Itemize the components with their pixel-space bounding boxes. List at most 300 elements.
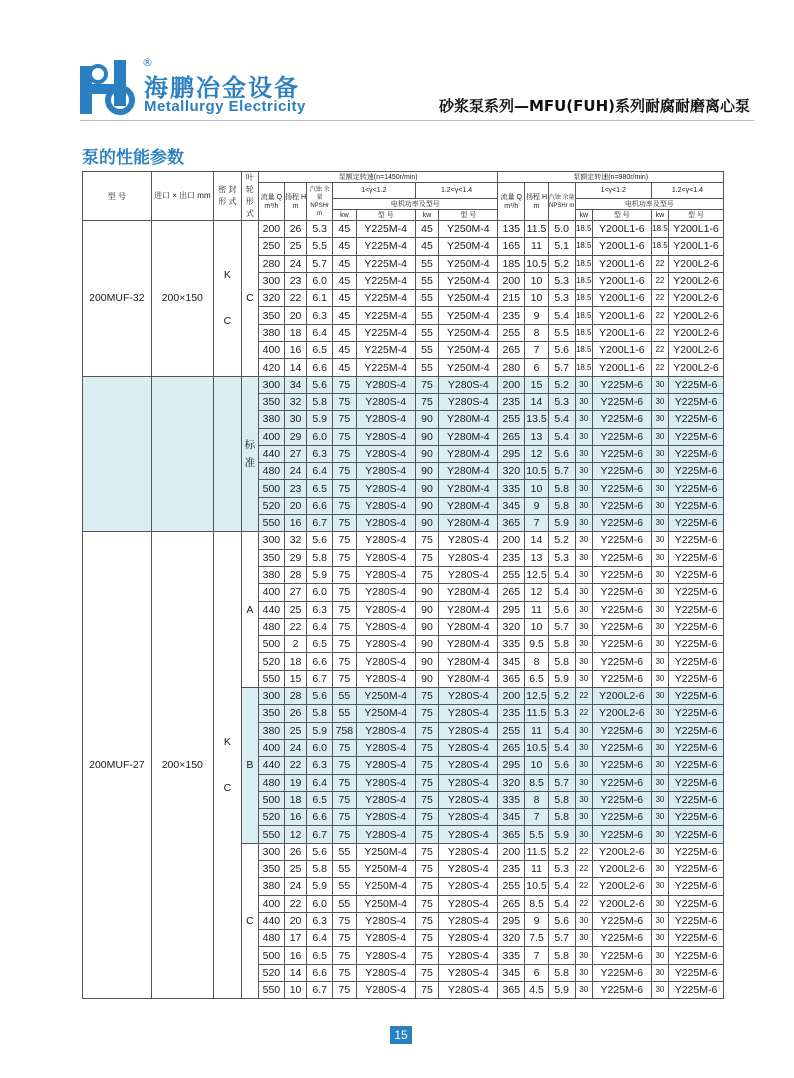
table-cell: 30: [651, 688, 668, 705]
table-cell: Y250M-4: [356, 895, 415, 912]
table-cell: Y280M-4: [439, 515, 498, 532]
table-cell: Y225M-6: [669, 809, 724, 826]
table-cell: 30: [651, 826, 668, 843]
table-cell: Y225M-6: [669, 722, 724, 739]
table-cell: 75: [333, 739, 357, 756]
table-cell: 29: [284, 428, 307, 445]
table-cell: 30: [651, 515, 668, 532]
table-cell: 5.0: [548, 221, 575, 238]
table-cell: 22: [651, 307, 668, 324]
table-cell: 75: [415, 964, 439, 981]
table-cell: 30: [651, 653, 668, 670]
table-cell: 32: [284, 532, 307, 549]
table-cell: Y280S-4: [356, 791, 415, 808]
section-title: 泵的性能参数: [82, 148, 184, 168]
table-cell: 30: [575, 480, 592, 497]
table-cell: 45: [333, 324, 357, 341]
table-cell: 345: [498, 653, 525, 670]
table-cell: 265: [498, 895, 525, 912]
table-cell: 25: [284, 238, 307, 255]
table-cell: 5.9: [307, 722, 333, 739]
table-cell: 11: [525, 238, 549, 255]
table-cell: 18.5: [575, 290, 592, 307]
table-cell: 55: [415, 290, 439, 307]
table-cell: 75: [415, 757, 439, 774]
table-cell: Y280S-4: [439, 739, 498, 756]
table-cell: 400: [259, 739, 285, 756]
table-cell: Y280S-4: [356, 739, 415, 756]
table-cell: 5.1: [548, 238, 575, 255]
table-cell: 18.5: [575, 342, 592, 359]
table-cell: 5.8: [307, 393, 333, 410]
table-cell: Y225M-6: [669, 878, 724, 895]
seal-cell: K C: [213, 221, 241, 377]
table-cell: 18.5: [651, 238, 668, 255]
table-cell: 480: [259, 618, 285, 635]
table-cell: 18: [284, 791, 307, 808]
table-cell: 75: [333, 566, 357, 583]
table-cell: 7: [525, 809, 549, 826]
table-cell: 235: [498, 549, 525, 566]
table-cell: Y225M-4: [356, 255, 415, 272]
table-cell: 22: [651, 255, 668, 272]
col-flow-980: 流量 Q m³/h: [498, 183, 525, 221]
table-cell: Y225M-6: [669, 895, 724, 912]
impeller-cell: 标 准: [241, 376, 258, 532]
table-cell: 30: [575, 636, 592, 653]
table-cell: 320: [259, 290, 285, 307]
table-cell: Y280S-4: [356, 428, 415, 445]
table-cell: Y225M-6: [669, 912, 724, 929]
table-cell: 30: [651, 618, 668, 635]
table-cell: Y250M-4: [439, 290, 498, 307]
table-cell: 75: [415, 791, 439, 808]
table-cell: 6.0: [307, 584, 333, 601]
col-model: 型 号: [83, 172, 152, 221]
table-cell: 380: [259, 324, 285, 341]
table-cell: 5.7: [548, 774, 575, 791]
seal-cell: [213, 376, 241, 532]
table-cell: 30: [575, 982, 592, 999]
table-cell: 55: [333, 895, 357, 912]
table-cell: 500: [259, 791, 285, 808]
table-cell: 6.6: [307, 964, 333, 981]
page-number: 15: [390, 1026, 412, 1044]
table-cell: 30: [651, 757, 668, 774]
table-cell: Y225M-6: [592, 930, 651, 947]
table-cell: 75: [415, 843, 439, 860]
table-cell: 30: [651, 912, 668, 929]
table-cell: 30: [651, 428, 668, 445]
table-cell: 22: [575, 878, 592, 895]
model-cell: [83, 376, 152, 532]
table-cell: Y225M-6: [592, 497, 651, 514]
table-cell: 14: [525, 532, 549, 549]
table-cell: Y280S-4: [439, 376, 498, 393]
table-cell: Y225M-6: [669, 497, 724, 514]
range2-980: 1.2<γ<1.4: [651, 183, 723, 199]
impeller-cell: C: [241, 843, 258, 999]
table-cell: 5.7: [548, 359, 575, 376]
table-cell: Y280S-4: [439, 757, 498, 774]
table-cell: 45: [333, 221, 357, 238]
table-cell: 22: [284, 895, 307, 912]
table-cell: 26: [284, 705, 307, 722]
table-cell: 5.4: [548, 739, 575, 756]
table-cell: Y280S-4: [356, 566, 415, 583]
table-cell: Y225M-6: [669, 376, 724, 393]
table-cell: Y225M-6: [592, 653, 651, 670]
table-cell: 5.9: [307, 411, 333, 428]
table-cell: 30: [651, 722, 668, 739]
table-cell: 75: [415, 878, 439, 895]
table-cell: 6: [525, 359, 549, 376]
table-cell: Y280M-4: [439, 618, 498, 635]
table-cell: Y225M-6: [592, 739, 651, 756]
table-cell: 30: [575, 791, 592, 808]
table-cell: 200: [498, 376, 525, 393]
table-cell: 5.9: [548, 670, 575, 687]
table-cell: 5.9: [548, 515, 575, 532]
table-cell: 75: [333, 393, 357, 410]
table-cell: 380: [259, 411, 285, 428]
table-cell: 345: [498, 497, 525, 514]
table-cell: 20: [284, 912, 307, 929]
table-cell: Y280S-4: [439, 930, 498, 947]
table-cell: 235: [498, 860, 525, 877]
table-cell: 19: [284, 774, 307, 791]
table-cell: 28: [284, 688, 307, 705]
table-cell: 11.5: [525, 221, 549, 238]
table-cell: 550: [259, 826, 285, 843]
table-cell: 75: [415, 774, 439, 791]
table-cell: 5.6: [548, 445, 575, 462]
table-cell: 75: [415, 860, 439, 877]
table-cell: Y225M-6: [669, 826, 724, 843]
table-cell: 7: [525, 515, 549, 532]
table-cell: Y200L1-6: [592, 221, 651, 238]
table-cell: 250: [259, 238, 285, 255]
table-cell: 75: [333, 670, 357, 687]
table-cell: 200: [498, 688, 525, 705]
table-cell: Y200L1-6: [592, 238, 651, 255]
table-cell: Y280S-4: [439, 912, 498, 929]
performance-table-body: [83, 221, 724, 999]
table-cell: 30: [651, 705, 668, 722]
table-cell: 18.5: [575, 307, 592, 324]
table-cell: Y225M-6: [669, 480, 724, 497]
table-cell: 10: [525, 757, 549, 774]
table-cell: 8: [525, 653, 549, 670]
table-cell: 5.9: [307, 878, 333, 895]
table-cell: 5.4: [548, 428, 575, 445]
table-cell: 10.5: [525, 878, 549, 895]
table-cell: 45: [415, 238, 439, 255]
table-cell: Y225M-6: [669, 982, 724, 999]
table-cell: 22: [284, 618, 307, 635]
table-cell: 5.5: [548, 324, 575, 341]
table-cell: Y200L2-6: [669, 272, 724, 289]
table-cell: Y280S-4: [356, 480, 415, 497]
table-cell: 6.5: [307, 947, 333, 964]
table-cell: Y200L2-6: [669, 359, 724, 376]
table-cell: Y225M-6: [669, 791, 724, 808]
table-cell: 280: [259, 255, 285, 272]
table-cell: 185: [498, 255, 525, 272]
table-cell: 5.2: [548, 532, 575, 549]
table-cell: 75: [333, 826, 357, 843]
table-cell: Y280S-4: [356, 532, 415, 549]
company-name-cn: 海鹏冶金设备: [144, 74, 300, 102]
table-cell: Y225M-4: [356, 307, 415, 324]
table-cell: 90: [415, 618, 439, 635]
table-cell: 200: [498, 532, 525, 549]
table-cell: 20: [284, 497, 307, 514]
table-cell: 10: [525, 618, 549, 635]
table-cell: Y225M-6: [669, 532, 724, 549]
table-cell: 5.7: [548, 930, 575, 947]
table-cell: 480: [259, 930, 285, 947]
table-cell: 5.3: [548, 272, 575, 289]
table-cell: 45: [333, 307, 357, 324]
table-cell: 350: [259, 307, 285, 324]
table-cell: 5.9: [307, 566, 333, 583]
table-cell: 45: [333, 342, 357, 359]
table-cell: 5.6: [307, 688, 333, 705]
table-cell: Y280M-4: [439, 653, 498, 670]
table-cell: Y225M-4: [356, 359, 415, 376]
table-cell: Y225M-6: [669, 549, 724, 566]
table-cell: 5.9: [548, 826, 575, 843]
table-cell: Y225M-4: [356, 324, 415, 341]
table-cell: 6.6: [307, 359, 333, 376]
table-cell: Y250M-4: [439, 359, 498, 376]
table-cell: 26: [284, 843, 307, 860]
table-cell: 30: [651, 376, 668, 393]
table-cell: 22: [575, 843, 592, 860]
table-cell: Y225M-6: [669, 930, 724, 947]
table-cell: 235: [498, 705, 525, 722]
col-npsh-1450: 汽蚀 余量 NPSHr m: [307, 183, 333, 221]
table-cell: Y280S-4: [356, 757, 415, 774]
table-cell: 9: [525, 497, 549, 514]
table-cell: 300: [259, 272, 285, 289]
table-cell: 365: [498, 826, 525, 843]
table-cell: 5.3: [548, 860, 575, 877]
table-cell: Y225M-6: [592, 774, 651, 791]
table-cell: 6.1: [307, 290, 333, 307]
table-cell: Y225M-6: [592, 982, 651, 999]
table-cell: 30: [575, 618, 592, 635]
table-cell: Y200L1-6: [592, 324, 651, 341]
col-head-1450: 扬程 H m: [284, 183, 307, 221]
table-cell: Y250M-4: [356, 688, 415, 705]
col-seal: 密 封 形 式: [213, 172, 241, 221]
table-cell: 30: [575, 670, 592, 687]
table-cell: 75: [415, 722, 439, 739]
table-cell: 380: [259, 722, 285, 739]
table-cell: 30: [651, 843, 668, 860]
table-cell: Y280S-4: [356, 515, 415, 532]
table-cell: 15: [525, 376, 549, 393]
table-cell: 75: [415, 930, 439, 947]
table-cell: 300: [259, 376, 285, 393]
table-cell: Y225M-6: [592, 393, 651, 410]
table-cell: Y280M-4: [439, 636, 498, 653]
table-cell: Y280S-4: [356, 636, 415, 653]
table-cell: 335: [498, 480, 525, 497]
table-cell: 30: [575, 809, 592, 826]
table-cell: 6: [525, 964, 549, 981]
table-cell: Y225M-6: [669, 843, 724, 860]
table-cell: Y200L2-6: [592, 843, 651, 860]
table-cell: 5.2: [548, 255, 575, 272]
table-cell: 55: [415, 324, 439, 341]
table-cell: 55: [333, 688, 357, 705]
table-cell: 30: [575, 947, 592, 964]
table-cell: Y225M-6: [669, 860, 724, 877]
table-cell: 30: [575, 532, 592, 549]
table-cell: 6.4: [307, 324, 333, 341]
table-cell: 5.4: [548, 722, 575, 739]
col-npsh-980: 汽蚀 余量 NPSHr m: [548, 183, 575, 221]
table-cell: 5.4: [548, 878, 575, 895]
table-cell: 30: [651, 878, 668, 895]
table-cell: Y250M-4: [356, 705, 415, 722]
table-cell: 75: [333, 636, 357, 653]
table-cell: Y225M-6: [669, 618, 724, 635]
table-cell: Y280S-4: [356, 947, 415, 964]
table-cell: 45: [333, 290, 357, 307]
col-head-980: 扬程 H m: [525, 183, 549, 221]
table-cell: 30: [651, 860, 668, 877]
table-cell: 520: [259, 964, 285, 981]
table-cell: 350: [259, 860, 285, 877]
table-cell: Y280S-4: [439, 895, 498, 912]
table-cell: 6.3: [307, 601, 333, 618]
table-cell: Y225M-6: [669, 584, 724, 601]
range2-1450: 1.2<γ<1.4: [415, 183, 498, 199]
table-cell: 335: [498, 636, 525, 653]
table-cell: 20: [284, 307, 307, 324]
table-cell: 520: [259, 497, 285, 514]
table-cell: 30: [575, 376, 592, 393]
table-cell: 365: [498, 515, 525, 532]
table-cell: 90: [415, 428, 439, 445]
table-cell: 6.4: [307, 463, 333, 480]
table-cell: 75: [333, 515, 357, 532]
table-cell: 75: [333, 964, 357, 981]
table-cell: 13.5: [525, 411, 549, 428]
table-cell: 18.5: [651, 221, 668, 238]
table-cell: 75: [333, 428, 357, 445]
table-cell: Y280S-4: [356, 670, 415, 687]
table-cell: Y225M-4: [356, 221, 415, 238]
table-cell: Y225M-6: [592, 601, 651, 618]
table-cell: 75: [415, 947, 439, 964]
table-cell: 440: [259, 912, 285, 929]
table-cell: Y280S-4: [439, 549, 498, 566]
table-cell: 12: [525, 445, 549, 462]
table-cell: Y280S-4: [439, 982, 498, 999]
table-cell: Y225M-6: [592, 515, 651, 532]
table-cell: 320: [498, 774, 525, 791]
table-cell: 30: [575, 653, 592, 670]
table-cell: Y280S-4: [439, 826, 498, 843]
table-cell: Y225M-4: [356, 272, 415, 289]
table-cell: Y225M-6: [669, 964, 724, 981]
table-cell: Y200L2-6: [669, 307, 724, 324]
table-cell: 365: [498, 670, 525, 687]
table-cell: 90: [415, 445, 439, 462]
table-cell: 24: [284, 878, 307, 895]
table-cell: Y225M-6: [669, 739, 724, 756]
type-header: 型 号: [669, 210, 724, 221]
table-cell: Y225M-6: [592, 584, 651, 601]
model-cell: 200MUF-27: [83, 532, 152, 999]
table-cell: 75: [415, 912, 439, 929]
table-cell: 90: [415, 515, 439, 532]
table-cell: 22: [284, 290, 307, 307]
table-cell: 265: [498, 584, 525, 601]
table-cell: 500: [259, 480, 285, 497]
table-cell: 30: [651, 463, 668, 480]
table-cell: 8: [525, 791, 549, 808]
table-cell: Y225M-6: [669, 636, 724, 653]
table-cell: 55: [333, 705, 357, 722]
table-cell: 75: [333, 757, 357, 774]
table-cell: 30: [575, 826, 592, 843]
table-cell: Y280S-4: [356, 618, 415, 635]
table-cell: 55: [415, 307, 439, 324]
table-cell: 14: [284, 964, 307, 981]
table-cell: 90: [415, 480, 439, 497]
table-cell: 30: [651, 774, 668, 791]
table-cell: 22: [575, 688, 592, 705]
table-cell: 34: [284, 376, 307, 393]
table-cell: Y280M-4: [439, 601, 498, 618]
table-cell: Y200L1-6: [592, 290, 651, 307]
table-cell: Y280S-4: [439, 964, 498, 981]
table-cell: 295: [498, 757, 525, 774]
table-cell: 6.5: [307, 480, 333, 497]
table-cell: Y225M-6: [669, 411, 724, 428]
table-cell: Y250M-4: [356, 878, 415, 895]
table-cell: 75: [333, 376, 357, 393]
table-cell: 6.3: [307, 757, 333, 774]
table-cell: Y200L2-6: [669, 324, 724, 341]
table-cell: 6.7: [307, 982, 333, 999]
table-cell: Y280S-4: [439, 688, 498, 705]
table-cell: 90: [415, 601, 439, 618]
table-cell: 75: [333, 930, 357, 947]
table-cell: Y225M-6: [592, 411, 651, 428]
table-cell: 6.0: [307, 428, 333, 445]
model-cell: 200MUF-32: [83, 221, 152, 377]
table-cell: 75: [333, 982, 357, 999]
table-cell: 14: [525, 393, 549, 410]
table-cell: Y225M-6: [592, 636, 651, 653]
table-cell: 5.3: [307, 221, 333, 238]
table-cell: 75: [333, 584, 357, 601]
table-cell: 5.6: [548, 912, 575, 929]
table-cell: Y225M-6: [669, 566, 724, 583]
table-cell: Y225M-6: [669, 463, 724, 480]
table-cell: 10: [525, 480, 549, 497]
table-cell: 350: [259, 705, 285, 722]
table-cell: 55: [415, 359, 439, 376]
table-cell: 45: [415, 221, 439, 238]
